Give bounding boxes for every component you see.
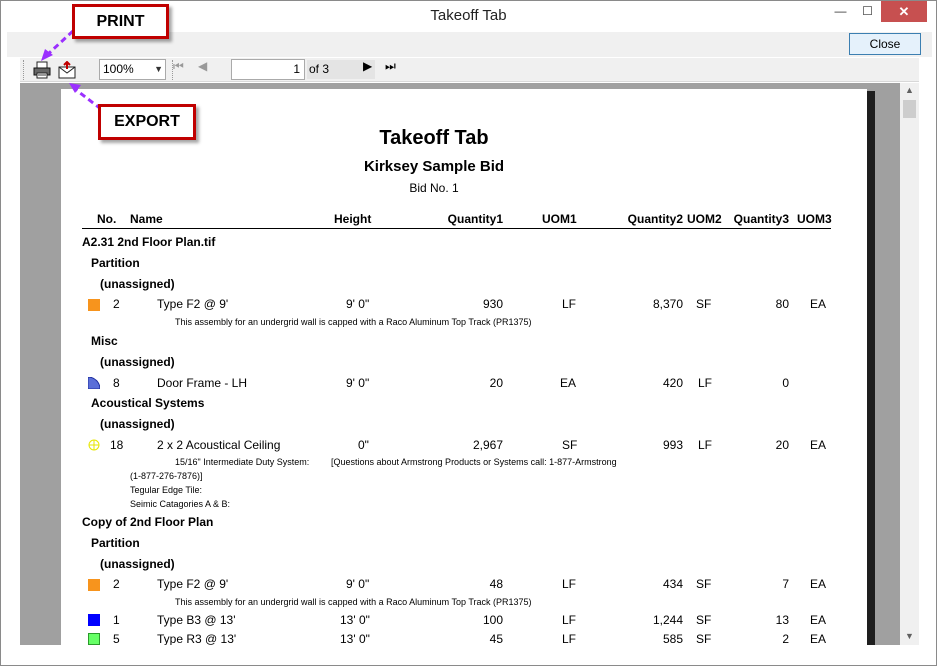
group-title: A2.31 2nd Floor Plan.tif	[82, 235, 216, 249]
row-uom1: LF	[562, 613, 577, 627]
col-uom1: UOM1	[542, 212, 577, 226]
report-page	[61, 89, 867, 645]
color-swatch	[88, 299, 100, 311]
row-note: Seimic Catagories A & B:	[130, 499, 231, 509]
col-quantity1: Quantity1	[447, 212, 503, 226]
row-uom1: LF	[562, 632, 577, 645]
color-swatch	[88, 633, 100, 645]
section-title: Partition	[91, 256, 140, 270]
scroll-down-icon[interactable]: ▼	[905, 631, 914, 641]
bid-number: Bid No. 1	[409, 181, 459, 195]
next-page-icon[interactable]: ▶	[363, 59, 373, 73]
row-no: 8	[113, 376, 120, 390]
row-no: 5	[113, 632, 120, 645]
report-title: Takeoff Tab	[379, 127, 489, 149]
row-quantity1: 45	[489, 632, 503, 645]
row-no: 2	[113, 297, 120, 311]
row-height: 9' 0"	[346, 577, 370, 591]
maximize-button[interactable]: ☐	[862, 4, 873, 18]
row-note: This assembly for an undergrid wall is capped with a Raco Aluminum Top Track (PR1375)	[175, 317, 532, 327]
section-subtitle: (unassigned)	[100, 417, 175, 431]
header-rule	[82, 228, 831, 229]
zoom-value: 100%	[103, 62, 134, 76]
row-quantity2: 1,244	[652, 613, 683, 627]
row-name: Type F2 @ 9'	[157, 577, 229, 591]
page-count: of 3	[307, 60, 375, 79]
export-callout: EXPORT	[98, 104, 196, 140]
row-quantity3: 2	[782, 632, 789, 645]
row-note: Tegular Edge Tile:	[130, 485, 203, 495]
row-uom3: EA	[810, 297, 827, 311]
color-swatch	[88, 614, 100, 626]
row-uom1: EA	[560, 376, 577, 390]
section-title: Acoustical Systems	[91, 396, 205, 410]
toolbar-grip	[23, 60, 25, 80]
chevron-down-icon: ▼	[154, 64, 163, 74]
export-icon[interactable]	[58, 61, 76, 79]
row-uom1: LF	[562, 297, 577, 311]
row-height: 9' 0"	[346, 376, 370, 390]
color-swatch	[88, 579, 100, 591]
row-quantity1: 48	[489, 577, 503, 591]
row-quantity3: 0	[782, 376, 789, 390]
row-quantity1: 20	[489, 376, 503, 390]
row-name: Type B3 @ 13'	[157, 613, 236, 627]
row-no: 18	[110, 438, 124, 452]
col-height: Height	[334, 212, 372, 226]
minimize-button[interactable]: —	[834, 4, 847, 18]
row-note: [Questions about Armstrong Products or Systems call: 1-877-Armstrong	[331, 457, 617, 467]
zoom-select[interactable]	[99, 59, 166, 80]
window-title: Takeoff Tab	[430, 7, 507, 24]
row-height: 13' 0"	[340, 613, 370, 627]
row-quantity2: 585	[662, 632, 683, 645]
vertical-scrollbar[interactable]	[900, 83, 919, 645]
prev-page-icon[interactable]: ◀	[198, 59, 208, 73]
col-quantity2: Quantity2	[627, 212, 683, 226]
row-quantity2: 434	[662, 577, 683, 591]
row-uom2: SF	[696, 297, 712, 311]
col-uom2: UOM2	[687, 212, 722, 226]
row-quantity3: 80	[775, 297, 789, 311]
row-quantity1: 930	[482, 297, 503, 311]
print-icon[interactable]	[33, 61, 51, 79]
window-close-button[interactable]: ✕	[881, 1, 927, 22]
scroll-thumb[interactable]	[903, 100, 916, 118]
row-uom2: SF	[696, 613, 712, 627]
close-button[interactable]: Close	[849, 33, 921, 55]
row-quantity2: 993	[662, 438, 683, 452]
row-name: 2 x 2 Acoustical Ceiling	[157, 438, 281, 452]
row-uom3: EA	[810, 577, 827, 591]
last-page-icon[interactable]: ⏭	[385, 59, 396, 73]
col-quantity3: Quantity3	[733, 212, 789, 226]
row-note: 15/16" Intermediate Duty System:	[175, 457, 310, 467]
row-quantity1: 100	[482, 613, 503, 627]
row-quantity2: 420	[662, 376, 683, 390]
report-toolbar	[20, 58, 919, 82]
row-uom3: EA	[810, 632, 827, 645]
section-subtitle: (unassigned)	[100, 355, 175, 369]
door-frame-icon	[88, 377, 100, 389]
row-height: 9' 0"	[346, 297, 370, 311]
row-quantity3: 7	[782, 577, 789, 591]
row-uom3: EA	[810, 613, 827, 627]
section-title: Partition	[91, 536, 140, 550]
ceiling-grid-icon	[88, 439, 100, 451]
row-note: This assembly for an undergrid wall is capped with a Raco Aluminum Top Track (PR1375)	[175, 597, 532, 607]
row-uom1: LF	[562, 577, 577, 591]
row-no: 1	[113, 613, 120, 627]
page-number-input[interactable]: 1	[231, 59, 305, 80]
row-uom2: LF	[698, 438, 713, 452]
row-name: Type R3 @ 13'	[157, 632, 237, 645]
row-uom2: SF	[696, 577, 712, 591]
col-no: No.	[97, 212, 117, 226]
row-height: 0"	[358, 438, 369, 452]
print-callout: PRINT	[72, 4, 169, 39]
row-quantity1: 2,967	[472, 438, 503, 452]
first-page-icon[interactable]: ⏮	[173, 59, 184, 73]
row-uom3: EA	[810, 438, 827, 452]
row-quantity3: 20	[775, 438, 789, 452]
row-name: Type F2 @ 9'	[157, 297, 229, 311]
row-no: 2	[113, 577, 120, 591]
row-quantity2: 8,370	[652, 297, 683, 311]
group-title: Copy of 2nd Floor Plan	[82, 515, 214, 529]
row-uom2: LF	[698, 376, 713, 390]
col-name: Name	[130, 212, 163, 226]
row-uom1: SF	[562, 438, 578, 452]
col-uom3: UOM3	[797, 212, 832, 226]
section-title: Misc	[91, 334, 118, 348]
page-shadow	[867, 91, 875, 645]
report-subtitle: Kirksey Sample Bid	[363, 158, 505, 175]
row-note: (1-877-276-7876)]	[130, 471, 203, 481]
row-uom2: SF	[696, 632, 712, 645]
section-subtitle: (unassigned)	[100, 277, 175, 291]
row-quantity3: 13	[775, 613, 789, 627]
scroll-up-icon[interactable]: ▲	[905, 85, 914, 95]
row-height: 13' 0"	[340, 632, 370, 645]
report-viewer[interactable]	[20, 83, 900, 645]
section-subtitle: (unassigned)	[100, 557, 175, 571]
row-name: Door Frame - LH	[157, 376, 248, 390]
